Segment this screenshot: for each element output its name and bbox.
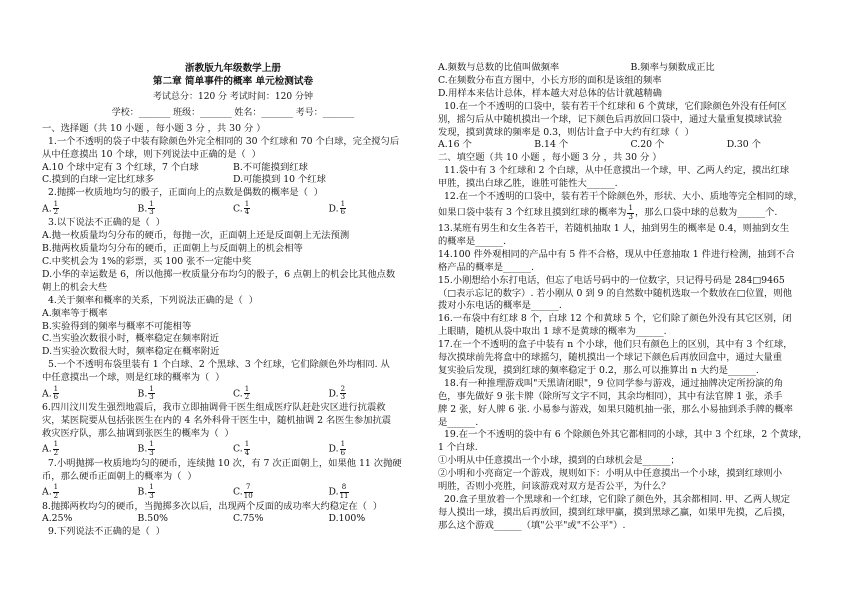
q10-text-cont2: 发现，摸到黄球的频率是 0.3，则估计盒子中大约有红球（ ）	[438, 126, 695, 138]
fraction: $\frac{1}{6}$	[53, 384, 59, 402]
q7-option-b: B. $\frac{1}{3}$	[137, 483, 154, 500]
q15-text-cont1: （□表示忘记的数字）. 若小刚从 0 到 9 的自然数中随机选取一个数放在□位置，则他	[438, 287, 792, 299]
q10-text: 10.在一个不透明的口袋中，装有若干个红球和 6 个黄球，它们除颜色外没有任何区	[444, 100, 787, 112]
q3-option-a: A.抛一枚质量均匀分布的硬币，每抛一次，正面朝上还是反面朝上无法预测	[42, 230, 350, 242]
fraction: $\frac{8}{11}$	[339, 483, 349, 500]
q3-text: 3.以下说法不正确的是（ ）	[48, 217, 166, 229]
q5-text: 5.一个不透明布袋里装有 1 个白球、2 个黑球、3 个红球，它们除颜色外均相同. 从	[48, 359, 390, 371]
q7-option-d: D. $\frac{8}{11}$	[328, 483, 349, 500]
right-column	[438, 62, 823, 533]
q6-text-cont2: 救灾医疗队，那么抽调到张医生的概率为（ ）	[42, 427, 234, 439]
q4-option-b: B.实验得到的频率与概率不可能相等	[42, 320, 192, 332]
q6-options	[42, 441, 424, 458]
q6-option-b: B. $\frac{1}{3}$	[137, 440, 154, 457]
fraction: $\frac{1}{3}$	[628, 204, 633, 221]
q5-option-b: B. $\frac{1}{3}$	[137, 384, 154, 402]
q17-text: 17.在一个不透明的盒子中装有 n 个小球，他们只有颜色上的区别，其中有 3 个红球，	[438, 339, 793, 351]
q14-text-cont: 格产品的概率是______.	[438, 261, 534, 273]
q3-option-d-cont: 朝上的机会大些	[42, 281, 108, 293]
q2-option-a: A. $\frac{1}{2}$	[42, 199, 59, 217]
q18-text-cont3: 是______.	[438, 416, 479, 428]
fraction: $\frac{1}{3}$	[149, 440, 154, 457]
q8-option-c: C.75%	[233, 513, 264, 525]
fraction: $\frac{1}{2}$	[53, 483, 59, 500]
q13-text: 13.某班有男生和女生各若干，若随机抽取 1 人，抽到男生的概率是 0.4，则抽到女生	[438, 222, 790, 234]
q18-text: 18.有一种推理游戏叫"天黑请闭眼"，9 位同学参与游戏，通过抽牌决定所扮演的角	[444, 377, 784, 389]
q3-option-c: C.中奖机会为 1%的彩票，买 100 张不一定能中奖	[42, 255, 252, 267]
q12-text: 12.在一个不透明的口袋中，装有若干个除颜色外，形状、大小、质地等完全相同的球，	[444, 191, 803, 203]
q15-text: 15.小刚想给小东打电话，但忘了电话号码中的一位数字，只记得号码是 284□9465	[438, 274, 785, 286]
q1-text-cont: 从中任意摸出 10 个球，则下列说法中正确的是（ ）	[42, 148, 261, 160]
q19-part-2: ②小明和小亮商定一个游戏，规则如下：小明从中任意摸出一个小球，摸到红球则小	[438, 468, 782, 480]
q13-text-cont: 的概率是______.	[438, 235, 507, 247]
q18-text-cont2: 牌 2 张，好人牌 6 张. 小易参与游戏，如果只随机抽一张，那么小易抽到杀手牌的概率	[438, 403, 793, 415]
q5-option-d: D. $\frac{2}{3}$	[328, 384, 346, 402]
q2-option-d: D. $\frac{1}{6}$	[328, 199, 346, 217]
q10-options	[438, 139, 823, 152]
q8-option-d: D.100%	[328, 513, 366, 525]
q16-text: 16.一布袋中有红球 8 个，白球 12 个和黄球 5 个，它们除了颜色外没有其它区别，闭	[438, 313, 792, 325]
exam-info: 考试总分：120 分 考试时间：120 分钟	[153, 92, 313, 102]
q2-option-c: C. $\frac{1}{4}$	[233, 199, 250, 217]
q11-text: 11.袋中有 3 个红球和 2 个白球，从中任意摸出一个球，甲、乙两人约定，摸出红球	[444, 165, 790, 177]
exam-title: 浙教版九年级数学上册	[185, 63, 281, 74]
q4-option-c: C.当实验次数很小时，概率稳定在频率附近	[42, 333, 220, 345]
fraction: $\frac{1}{6}$	[340, 199, 346, 217]
q3-option-b: B.抛两枚质量均匀分布的硬币，正面朝上与反面朝上的机会相等	[42, 243, 303, 255]
q20-text-cont2: 那么这个游戏______（填"公平"或"不公平"）.	[438, 519, 626, 531]
q9-text: 9.下列说法不正确的是（ ）	[48, 526, 166, 538]
q19-part-2-cont: 明胜，否则小亮胜，问该游戏对双方是否公平，为什么？	[438, 481, 671, 493]
q1-options-row2	[42, 174, 424, 187]
q10-option-b: B.14 个	[534, 139, 569, 151]
q9-option-c: C.在频数分布直方图中，小长方形的面积是该组的频率	[438, 74, 662, 86]
q5-options	[42, 385, 424, 402]
q6-option-a: A. $\frac{1}{2}$	[42, 440, 59, 457]
q7-text-cont: 币，那么硬币正面朝上的概率为（ ）	[42, 470, 197, 482]
fraction: $\frac{1}{3}$	[149, 483, 154, 500]
q15-text-cont2: 拨对小东电话的概率是______.	[438, 300, 562, 312]
q5-option-a: A. $\frac{1}{6}$	[42, 384, 59, 402]
q8-options	[42, 513, 424, 526]
fraction: $\frac{1}{4}$	[244, 440, 250, 457]
section-1-heading: 一、选择题（共 10 小题 ，每小题 3 分 ，共 30 分 ）	[42, 122, 266, 134]
q12-text-cont: 如果口袋中装有 3 个红球且摸到红球的概率为 $\frac{1}{3}$ ，那么口袋中球的总数为______个.	[438, 204, 778, 221]
q6-option-d: D. $\frac{1}{6}$	[328, 440, 346, 457]
exam-subtitle: 第二章 简单事件的概率 单元检测试卷	[152, 76, 314, 87]
fraction: $\frac{7}{10}$	[243, 483, 253, 500]
q5-option-c: C. $\frac{1}{2}$	[233, 384, 250, 402]
q19-text: 19.在一个不透明的袋中有 6 个除颜色外其它都相同的小球，其中 3 个红球，2 个黄球，	[444, 429, 808, 441]
q18-text-cont1: 色，事先做好 9 张卡牌（除所写文字不同，其余均相同），其中有法官牌 1 张，杀手	[438, 390, 783, 402]
q9-option-b: B.频率与频数成正比	[630, 62, 715, 73]
q9-options-row1	[438, 62, 823, 75]
q3-option-d: D.小华的幸运数是 6，所以他掷一枚质量分布均匀的骰子，6 点朝上的机会比其他点数	[42, 268, 396, 280]
q2-option-b: B. $\frac{1}{3}$	[137, 199, 154, 217]
left-column	[42, 62, 424, 539]
q2-options	[42, 200, 424, 217]
q20-text: 20.盒子里放着一个黑球和一个红球，它们除了颜色外，其余都相同. 甲、乙两人规定	[444, 494, 791, 505]
q16-text-cont: 上眼睛，随机从袋中取出 1 球不是黄球的概率为______.	[438, 326, 667, 338]
q8-text: 8.抛掷两枚均匀的硬币，当抛掷多次以后，出现两个反面的成功率大约稳定在（ ）	[42, 500, 383, 512]
section-2-heading: 二、填空题（共 10 小题 ，每小题 3 分 ，共 30 分 ）	[438, 152, 662, 164]
q7-option-a: A. $\frac{1}{2}$	[42, 483, 59, 500]
q4-option-a: A.频率等于概率	[42, 307, 108, 319]
q9-option-a: A.频数与总数的比值叫做频率	[438, 62, 560, 73]
q10-option-c: C.20 个	[630, 139, 665, 151]
q7-options	[42, 484, 424, 501]
q17-text-cont1: 每次摸球前先将盒中的球摇匀，随机摸出一个球记下颜色后再放回盒中，通过大量重	[438, 352, 782, 364]
q17-text-cont2: 复实验后发现，摸到红球的频率稳定于 0.2，那么可以推算出 n 大约是______.	[438, 364, 759, 376]
fraction: $\frac{1}{2}$	[53, 440, 59, 457]
q1-option-d: D.可能摸到 10 个红球	[233, 174, 326, 186]
q10-option-d: D.30 个	[726, 139, 761, 151]
q14-text: 14.100 件外观相同的产品中有 5 件不合格，现从中任意抽取 1 件进行检测，抽到不合	[438, 248, 795, 260]
student-fields: 学校：_______ 班级：_______ 姓名：_______ 考号：_______	[111, 107, 355, 118]
q4-option-d: D.当实验次数很大时，频率稳定在概率附近	[42, 346, 220, 358]
q7-option-c: C. $\frac{7}{10}$	[233, 483, 253, 500]
q1-option-b: B.不可能摸到红球	[233, 161, 308, 173]
q4-text: 4.关于频率和概率的关系，下列说法正确的是（ ）	[48, 294, 259, 306]
fraction: $\frac{1}{3}$	[149, 199, 154, 217]
q19-part-1: ①小明从中任意摸出一个小球，摸到的白球机会是______；	[438, 455, 680, 467]
fraction: $\frac{1}{3}$	[149, 384, 154, 402]
fraction: $\frac{1}{2}$	[244, 384, 250, 402]
q10-text-cont1: 别，摇匀后从中随机摸出一个球，记下颜色后再放回口袋中，通过大量重复摸球试验	[438, 113, 782, 125]
q8-option-a: A.25%	[42, 513, 73, 525]
q10-option-a: A.16 个	[438, 139, 472, 151]
q6-text-cont1: 灾，某医院要从包括张医生在内的 4 名外科骨干医生中，随机抽调 2 名医生参加抗震	[42, 414, 392, 426]
q6-option-c: C. $\frac{1}{4}$	[233, 440, 250, 457]
q1-option-c: C.摸到的白球一定比红球多	[42, 174, 155, 186]
q6-text: 6.四川汶川发生强烈地震后，我市立即抽调骨干医生组成医疗队赶赴灾区进行抗震救	[42, 402, 386, 414]
fraction: $\frac{1}{4}$	[244, 199, 250, 217]
q11-text-cont: 甲胜，摸出白球乙胜，谁胜可能性大______.	[438, 178, 618, 190]
q1-text: 1.一个不透明的袋子中装有除颜色外完全相同的 30 个红球和 70 个白球，完全搅匀后	[48, 135, 400, 147]
q1-options-row1	[42, 162, 424, 175]
q19-text-cont: 1 个白球.	[438, 442, 478, 454]
q5-text-cont: 中任意摸出一个球，则是红球的概率为（ ）	[42, 372, 225, 384]
q20-text-cont1: 每人摸出一球，摸出后再放回，摸到红球甲赢，摸到黑球乙赢，如果甲先摸，乙后摸，	[438, 506, 792, 518]
fraction: $\frac{1}{2}$	[53, 199, 59, 217]
fraction: $\frac{2}{3}$	[340, 384, 346, 402]
q9-option-d: D.用样本来估计总体，样本越大对总体的估计就越精确	[438, 87, 662, 99]
q8-option-b: B.50%	[137, 513, 168, 525]
q2-text: 2.抛掷一枚质地均匀的骰子，正面向上的点数是偶数的概率是（ ）	[48, 187, 324, 199]
q7-text: 7.小明抛掷一枚质地均匀的硬币，连续抛 10 次，有 7 次正面朝上，如果他 11 次抛硬	[48, 457, 402, 469]
q1-option-a: A.10 个球中定有 3 个红球，7 个白球	[42, 161, 199, 173]
fraction: $\frac{1}{6}$	[340, 440, 346, 457]
